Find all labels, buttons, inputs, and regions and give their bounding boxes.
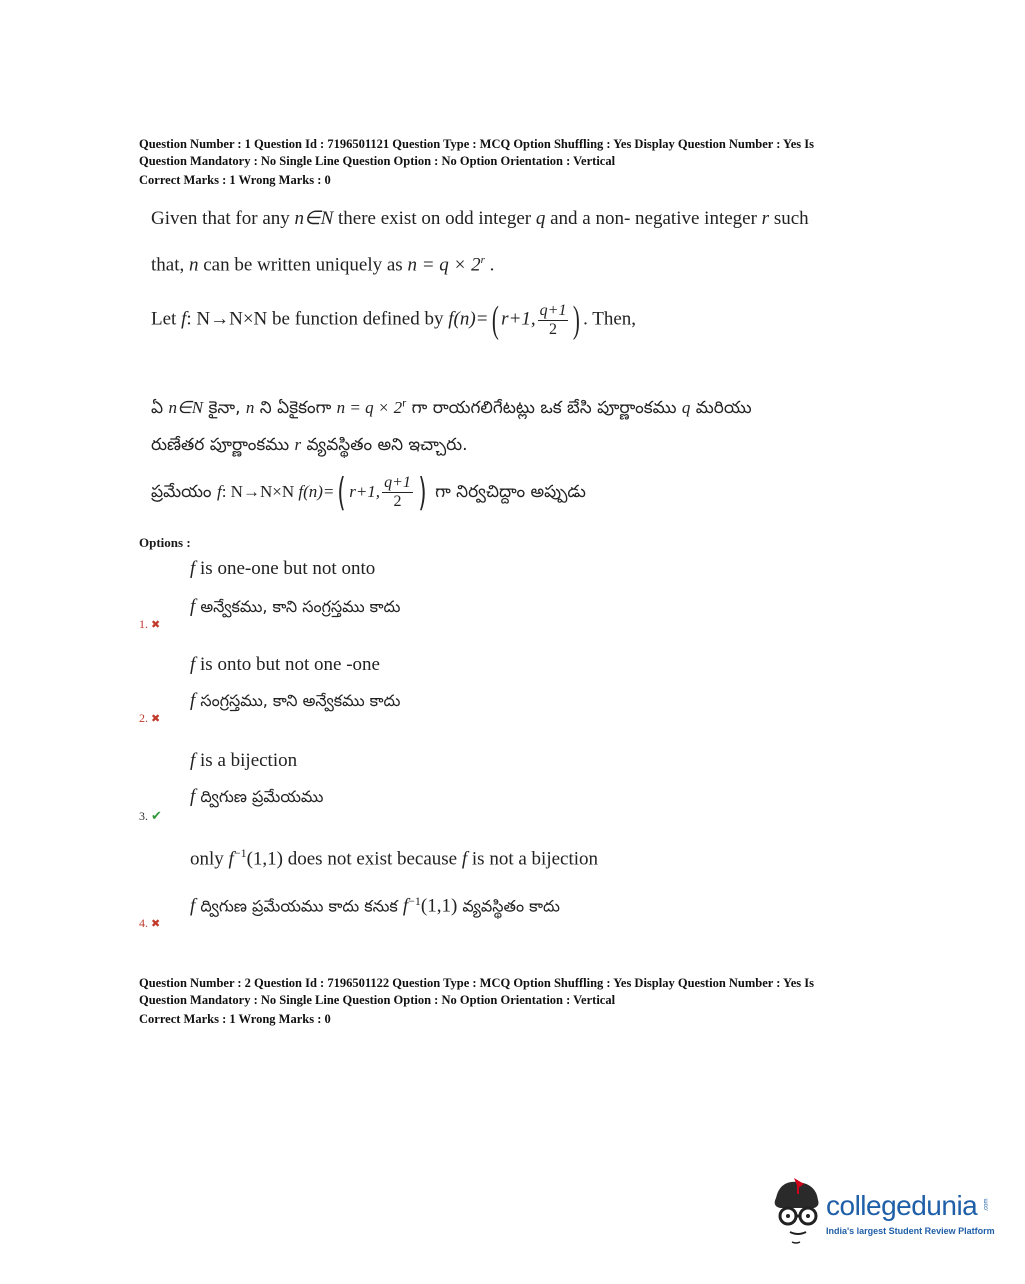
question-text-line-3: Let f: N→N×N be function defined by f(n)=( r+1, $\frac{q+1}{2}$ ) . Then,: [151, 299, 637, 341]
meta-line: Question Number : 2 Question Id : 7196501122 Question Type : MCQ Option Shuffling : Yes Display Question Number : Yes Is: [139, 976, 814, 990]
question-text-line-2: that, n can be written uniquely as $n = q \times 2^r$ .: [151, 254, 495, 276]
option-4-number: 4. ✖: [139, 916, 161, 930]
options-label: Options :: [139, 535, 191, 550]
fraction: $\frac{q+1}{2}$: [539, 301, 567, 338]
fraction: $\frac{q+1}{2}$: [384, 473, 411, 510]
meta-line: Question Number : 1 Question Id : 7196501121 Question Type : MCQ Option Shuffling : Yes Display Question Number : Yes Is: [139, 137, 814, 151]
question-1-metadata: [139, 136, 939, 189]
option-3-english: f is a bijection: [190, 750, 298, 771]
right-paren: ): [573, 299, 581, 341]
question-2-metadata: [139, 975, 939, 1028]
telugu-text-line-3: ప్రమేయం f: N→N×N f(n)=( r+1, $\frac{q+1}{2}$ ) గా నిర్వచిద్దాం అప్పుడు: [151, 470, 586, 514]
question-text-line-1: Given that for any n∈N there exist on odd integer q and a non- negative integer r such: [151, 208, 809, 229]
wrong-icon: ✖: [151, 713, 161, 725]
wrong-icon: ✖: [151, 619, 161, 631]
telugu-text-line-1: ఏ n∈N కైనా, n ని ఏకైకంగా $n = q \times 2^r$ గా రాయగలిగేటట్లు ఒక బేసి పూర్ణాంకము q మరియు: [151, 398, 752, 418]
logo-tagline: India's largest Student Review Platform: [826, 1226, 995, 1236]
student-mascot-icon: [768, 1176, 826, 1246]
collegedunia-logo: [768, 1176, 993, 1246]
left-paren: (: [491, 299, 499, 341]
right-paren: ): [418, 470, 427, 514]
option-2-number: 2. ✖: [139, 711, 161, 725]
option-1-telugu: f అన్వేకము, కాని సంగ్రస్తము కాదు: [190, 596, 401, 617]
check-icon: ✔: [151, 808, 162, 823]
meta-line: Correct Marks : 1 Wrong Marks : 0: [139, 1012, 331, 1026]
telugu-text-line-2: రుణేతర పూర్ణాంకము r వ్యవస్థితం అని ఇచ్చారు.: [151, 435, 468, 455]
logo-domain: .com: [983, 1198, 990, 1212]
left-paren: (: [337, 470, 346, 514]
option-3-telugu: f ద్విగుణ ప్రమేయము: [190, 786, 324, 807]
option-2-english: f is onto but not one -one: [190, 654, 380, 675]
wrong-icon: ✖: [151, 918, 161, 930]
option-1-number: 1. ✖: [139, 617, 161, 631]
option-3-number: 3. ✔: [139, 808, 162, 823]
option-1-english: f is one-one but not onto: [190, 558, 376, 579]
option-4-telugu: f ద్విగుణ ప్రమేయము కాదు కనుక $f^{-1}(1,1)$ వ్యవస్థితం కాదు: [190, 894, 560, 917]
logo-wordmark: collegedunia: [826, 1190, 978, 1221]
meta-line: Question Mandatory : No Single Line Question Option : No Option Orientation : Vertical: [139, 154, 616, 168]
meta-line: Question Mandatory : No Single Line Question Option : No Option Orientation : Vertical: [139, 993, 616, 1007]
option-2-telugu: f సంగ్రస్తము, కాని అన్వేకము కాదు: [190, 690, 401, 711]
option-4-english: only $f^{-1}(1,1)$ does not exist because f is not a bijection: [190, 846, 599, 870]
meta-line: Correct Marks : 1 Wrong Marks : 0: [139, 173, 331, 187]
